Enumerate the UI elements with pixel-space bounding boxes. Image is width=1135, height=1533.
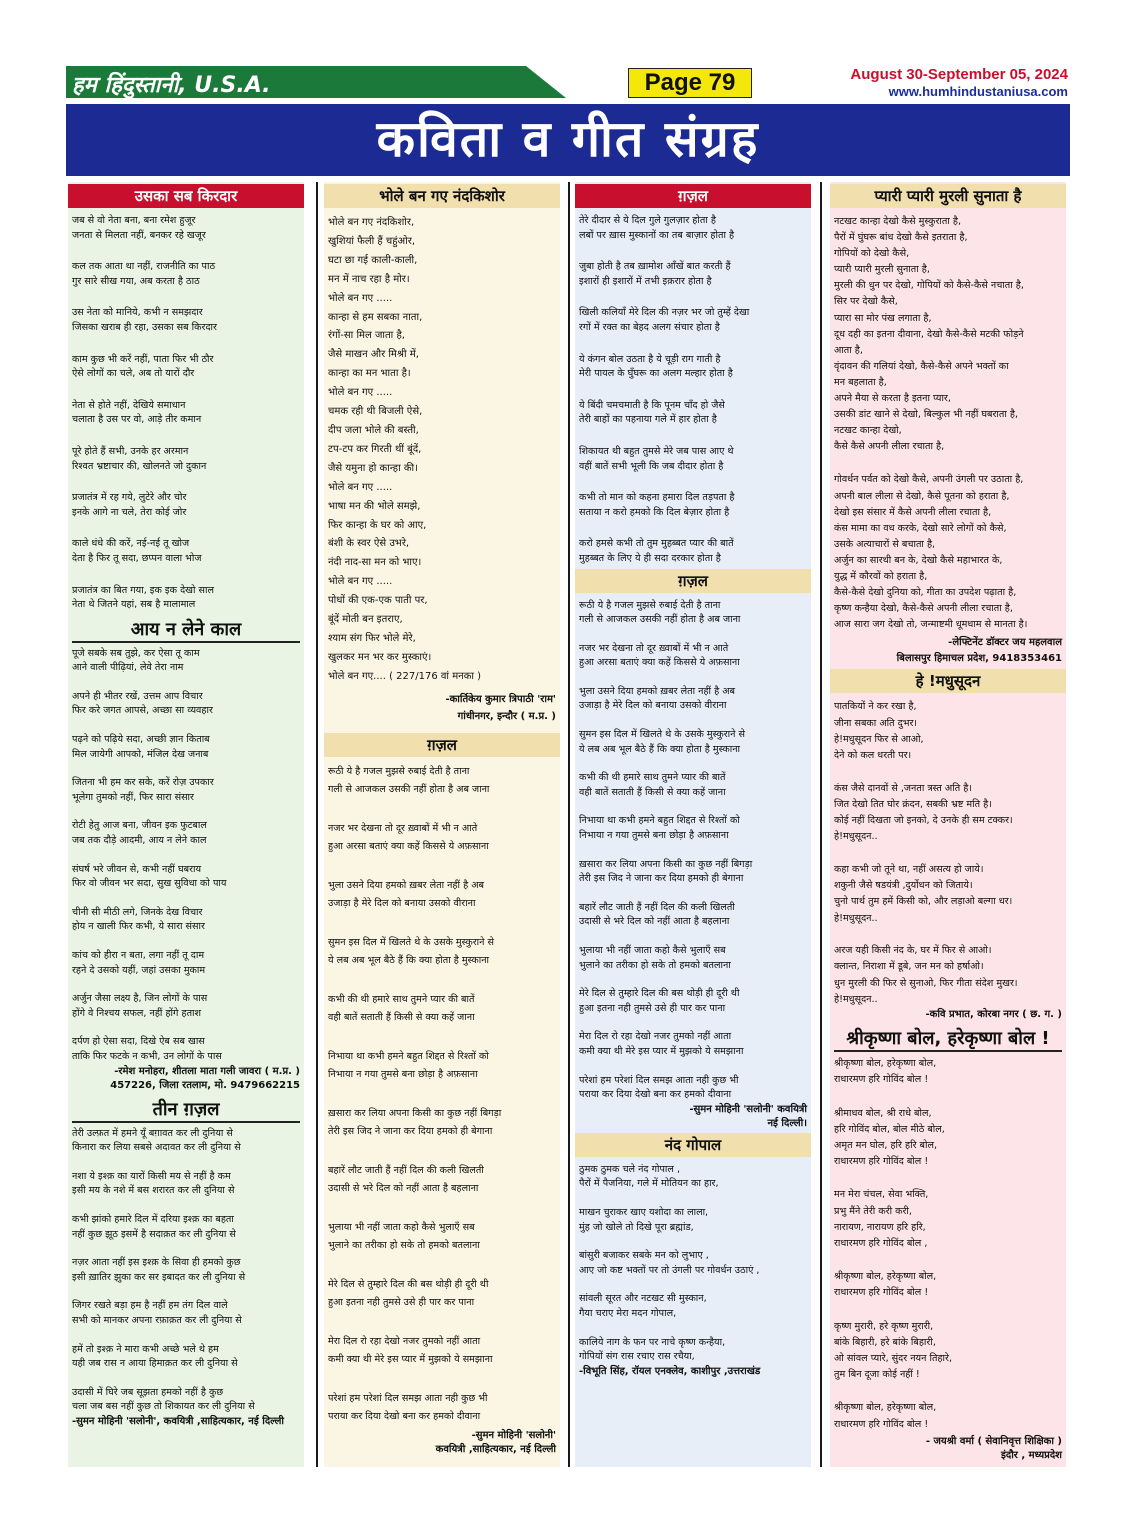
- stanza: निभाया था कभी हमने बहुत शिद्दत से रिश्तों को निभाया न गया तुमसे बना छोड़ा है अफ़साना: [579, 815, 740, 842]
- section-banner: कविता व गीत संग्रह: [66, 104, 1070, 176]
- poem-title: तीन ग़ज़ल: [72, 1097, 300, 1123]
- stanza: कभी की थी हमारे साथ तुमने प्यार की बातें वही बातें सताती हैं किसी से क्या कहें जाना: [328, 993, 475, 1024]
- author-credit: -कार्तिकेय कुमार त्रिपाठी 'राम' गांधीनगर, इन्दौर ( म.प्र. ): [445, 693, 556, 722]
- stanza: कालिये नाग के फन पर नाचे कृष्ण कन्हैया, गोपियों संग रास रचाए रास रचैया,: [579, 1336, 726, 1363]
- stanza: भुलाया भी नहीं जाता कहो कैसे भुलाएँ सब भुलाने का तरीका हो सके तो हमको बतलाना: [579, 945, 731, 971]
- poem-body: [72, 647, 300, 1065]
- author-credit: -रमेश मनोहरा, शीतला माता गली जावरा ( म.प्र. ) 457226, जिला रतलाम, मो. 9479662215: [110, 1065, 300, 1091]
- stanza: ठुमक ठुमक चले नंद गोपाल , पैरों में पैजनिया, गले में मोतियन का हार,: [579, 1163, 719, 1190]
- author-credit: -विभूति सिंह, रॉयल एनक्लेव, काशीपुर ,उत्तराखंड: [579, 1365, 761, 1377]
- poem-text: भोले बन गए नंदकिशोर, खुशियां फैली हैं चहुंओर, घटा छा गई काली-काली, मन में नाच रहा है मोर। भोले बन गए ..... कान्हा से हम सबका नाता, रंगों-सा मिल जाता है, जैसे माखन और मिश्री में, कान्हा का मन भाता है। भोले बन गए ..... चमक रही थी बिजली ऐसे, दीप जला भोले की बस्ती, टप-टप कर गिरती थीं बूंदें, जैसे यमुना हो कान्हा की। भोले बन गए ..... भाषा मन की भोले समझे, फिर कान्हा के घर को आए, बंशी के स्वर ऐसे उभरे, नंदी नाद-सा मन को भाए। भोले बन गए ..... पोधों की एक-एक पाती पर, बूंदें मोती बन इतराए, श्याम संग फिर भोले मेरे, खुलकर मन भर कर मुस्काएं। भोले बन गए.... ( 227/176 वां मनका ): [328, 217, 482, 682]
- poem-body: [328, 214, 556, 687]
- column-divider: [316, 182, 318, 1467]
- stanza: मेरे दिल से तुम्हारे दिल की बस थोड़ी ही दूरी थी हुआ इतना नही तुमसे उसे ही पार कर पाना: [579, 988, 740, 1014]
- stanza: कभी तो मान को कहना हमारा दिल तड़पता है सताया न करो हमको कि दिल बेज़ार होता है: [579, 492, 735, 518]
- stanza: मेरा दिल रो रहा देखो नजर तुमको नहीं आता कमी क्या थी मेरे इस प्यार में मुझको ये समझाना: [579, 1031, 744, 1057]
- author-credit: -लेफ्टिनेंट डॉक्टर जय महलवाल बिलासपुर हिमाचल प्रदेश, 9418353461: [896, 637, 1062, 665]
- poem-body: [579, 1163, 807, 1365]
- stanza: जितना भी हम कर सके, करें रोज़ उपकार भूलेगा तुमको नहीं, फिर सारा संसार: [72, 777, 214, 803]
- stanza: सुमन इस दिल में खिलते थे के उसके मुस्कुराने से ये लब अब भूल बैठे हैं कि क्या होता है मुस्काना: [579, 729, 745, 755]
- stanza: ये कंगन बोल उठता है ये चूड़ी राग गाती है मेरी पायल के घुँघरू का अलग मल्हार होता है: [579, 353, 733, 380]
- stanza: श्रीमाधव बोल, श्री राधे बोल, हरि गोविंद बोल, बोल मीठे बोल, अमृत मन घोल, हरि हरि बोल, राधारमण हरि गोविंद बोल !: [834, 1107, 945, 1168]
- column-divider: [820, 182, 822, 1467]
- stanza: अर्जुन जैसा लक्ष्य है, जिन लोगों के पास होंगे वे निश्चय सफल, नहीं होंगे हताश: [72, 993, 208, 1019]
- poem-title: ग़ज़ल: [575, 569, 811, 593]
- stanza: कभी झांको हमारे दिल में दरिया इश्क़ का बहता नहीं कुछ झूठ इसमें है सदाक़त कर ली दुनिया से: [72, 1213, 236, 1240]
- column-1: [68, 182, 304, 1467]
- poem-title: श्रीकृष्णा बोल, हरेकृष्णा बोल !: [834, 1026, 1062, 1052]
- column-3: [575, 182, 811, 1467]
- poem-title: प्यारी प्यारी मुरली सुनाता है: [830, 184, 1066, 208]
- stanza: श्रीकृष्णा बोल, हरेकृष्णा बोल, राधारमण हरि गोविंद बोल !: [834, 1058, 937, 1086]
- stanza: निभाया था कभी हमने बहुत शिद्दत से रिश्तों को निभाया न गया तुमसे बना छोड़ा है अफ़साना: [328, 1050, 489, 1081]
- stanza: मेरा दिल रो रहा देखो नजर तुमको नहीं आता कमी क्या थी मेरे इस प्यार में मुझको ये समझाना: [328, 1335, 493, 1366]
- stanza: पूजे सबके सब तुझे, कर ऐसा तू काम आने वाली पीढ़ियां, लेवे तेरा नाम: [72, 647, 200, 674]
- author-credit: -सुमन मोहिनी 'सलोनी' कवयित्री ,साहित्यकार, नई दिल्ली: [435, 1429, 556, 1455]
- stanza: तेरी उल्फ़त में हमने यूँ बग़ावत कर ली दुनिया से किनारा कर लिया सबसे अदावत कर ली दुनिया से: [72, 1127, 241, 1154]
- stanza: सांवली सूरत और नटखट सी मुस्कान, गैया चराए मेरा मदन गोपाल,: [579, 1293, 707, 1319]
- stanza: ख़सारा कर लिया अपना किसी का कुछ नहीं बिगड़ा तेरी इस जिद ने जाना कर दिया हमको ही बेगाना: [579, 858, 753, 885]
- stanza: नजर भर देखना तो दूर ख़्वाबों में भी न आते हुआ अरसा बताएं क्या कहें किससे ये अफ़साना: [328, 822, 489, 853]
- stanza: नजर भर देखना तो दूर ख़्वाबों में भी न आते हुआ अरसा बताएं क्या कहें किससे ये अफ़साना: [579, 642, 740, 669]
- stanza: काम कुछ भी करें नहीं, पाता फिर भी ठौर ऐसे लोगों का चले, अब तो यारों दौर: [72, 353, 214, 380]
- author-credit: -सुमन मोहिनी 'सलोनी', कवयित्री ,साहित्यकार, नई दिल्ली: [72, 1415, 285, 1427]
- stanza: गोवर्धन पर्वत को देखो कैसे, अपनी उंगली पर उठाता है, अपनी बाल लीला से देखो, कैसे पूतना को हराता है, देखो इस संसार में कैसे अपनी लीला रचाता है, कंस मामा का वध करके, देखो सारे लोगों को कैसे, उसके अत्याचारों से बचाता है, अर्जुन का सारथी बन के, देखो कैसे महाभारत के, युद्ध में कौरवों को हराता है, कैसे-कैसे देखो दुनिया को, गीता का उपदेश पढ़ाता है, कृष्ण कन्हैया देखो, कैसे-कैसे अपनी लीला रचाता है, आज सारा जग देखो तो, जन्माष्टमी धूमधाम से मानता है।: [834, 474, 1028, 631]
- poem-title: नंद गोपाल: [575, 1133, 811, 1157]
- stanza: खिली कलियाँ मेरे दिल की नज़र भर जो तुम्हें देखा रगों में रक्त का बेहद अलग संचार होता है: [579, 307, 750, 333]
- stanza: नटखट कान्हा देखो कैसे मुस्कुराता है, पैरों में घुंघरू बांध देखो कैसे इतराता है, गोपियों को देखो कैसे, प्यारी प्यारी मुरली सुनाता है, मुरली की धुन पर देखो, गोपियों को कैसे-कैसे नचाता है, सिर पर देखो कैसे, प्यारा सा मोर पंख लगाता है, दूध दही का इतना दीवाना, देखो कैसे-कैसे मटकी फोड़ने आता है, वृंदावन की गलियां देखो, कैसे-कैसे अपने भक्तों का मन बहलाता है, अपने मैया से करता है इतना प्यार, उसकी डांट खाने से देखो, बिल्कुल भी नहीं घबराता है, नटखट कान्हा देखो, कैसे कैसे अपनी लीला रचाता है,: [834, 216, 1024, 453]
- stanza: उस नेता को मानिये, कभी न समझदार जिसका खराब ही रहा, उसका सब किरदार: [72, 307, 217, 333]
- stanza: श्रीकृष्णा बोल, हरेकृष्णा बोल, राधारमण हरि गोविंद बोल !: [834, 1271, 937, 1299]
- stanza: पूरे होते हैं सभी, उनके हर अरमान रिश्वत भ्रष्टाचार की, खोलनते जो दुकान: [72, 445, 207, 472]
- author-credit: - जयश्री वर्मा ( सेवानिवृत्त शिक्षिका ) इंदौर , मध्यप्रदेश: [925, 1435, 1062, 1461]
- stanza: उदासी में घिरे जब सूझता हमको नहीं है कुछ चला जब बस नहीं कुछ तो शिकायत कर ली दुनिया से: [72, 1386, 255, 1413]
- stanza: भुला उसने दिया हमको ख़बर लेता नहीं है अब उजाड़ा है मेरे दिल को बनाया उसको वीराना: [328, 879, 485, 910]
- stanza: बहारें लौट जाती हैं नहीं दिल की कली खिलती उदासी से भरे दिल को नहीं आता है बहलाना: [328, 1164, 484, 1195]
- stanza: अरज यही किसी नंद के, घर में फिर से आओ। क्लान्त, निराशा में डूबे, जन मन को हर्षाओ। धुन मुरली की फिर से सुनाओ, फिर गीता संदेश मुखर। हे!मधुसूदन..: [834, 944, 1018, 1005]
- stanza: अपने ही भीतर रखें, उत्तम आप विचार फिर करे जगत आपसे, अच्छा सा व्यवहार: [72, 690, 213, 717]
- stanza: शिकायत थी बहुत तुमसे मेरे जब पास आए थे वहीं बातें सभी भूली कि जब दीदार होता है: [579, 445, 734, 472]
- website-link[interactable]: www.humhindustaniusa.com: [888, 84, 1068, 99]
- stanza: जुबा होती है तब ख़ामोश आँखें बात करती हैं इशारों ही इशारों में तभी इक़रार होता है: [579, 261, 731, 287]
- stanza: दर्पण हो ऐसा सदा, दिखे ऐब सब खास ताकि फिर फटके न कभी, उन लोगों के पास: [72, 1036, 222, 1062]
- poem-body: [834, 1056, 1062, 1433]
- stanza: रूठी ये है गजल मुझसे रुबाई देती है ताना गली से आजकल उसकी नहीं होता है अब जाना: [579, 599, 741, 626]
- poem-title: ग़ज़ल: [324, 733, 560, 757]
- stanza: प्रजातंत्र में रह गये, लुटेरे और चोर इनके आगे ना चले, तेरा कोई जोर: [72, 492, 187, 518]
- stanza: मेरे दिल से तुम्हारे दिल की बस थोड़ी ही दूरी थी हुआ इतना नही तुमसे उसे ही पार कर पाना: [328, 1278, 489, 1309]
- stanza: पातकियों ने कर रखा है, जीना सबका अति दुभर। हे!मधुसूदन फिर से आओ, देने को कल धरती पर।: [834, 701, 924, 762]
- poem-title: उसका सब किरदार: [68, 184, 304, 208]
- stanza: कहा कभी जो तूने था, नहीं असत्य हो जाये। शकुनी जैसे षडयंत्री ,दुर्योधन को जिताये। चुनो पार्थ तुम हमें किसी को, और लड़ाओ बल्गा धर। हे!मधुसूदन..: [834, 863, 1013, 924]
- poem-body: [834, 699, 1062, 1008]
- column-4: [830, 182, 1066, 1467]
- poem-title: आय न लेने काल: [72, 617, 300, 643]
- poem-body: [328, 763, 556, 1427]
- stanza: संघर्ष भरे जीवन से, कभी नहीं घबराय फिर वो जीवन भर सदा, सुख सुविधा को पाय: [72, 863, 227, 890]
- stanza: जब से वो नेता बना, बना रमेश हुजूर जनता से मिलता नहीं, बनकर रहे खजूर: [72, 215, 206, 241]
- author-credit: -सुमन मोहिनी 'सलोनी' कवयित्री नई दिल्ली।: [689, 1103, 807, 1129]
- newspaper-logo: हम हिंदुस्तानी, U.S.A.: [72, 73, 271, 98]
- stanza: नशा ये इश्क़ का यारों किसी मय से नहीं है कम इसी मय के नशे में बस शरारत कर ली दुनिया से: [72, 1170, 235, 1197]
- poem-body: [72, 214, 300, 613]
- stanza: सुमन इस दिल में खिलते थे के उसके मुस्कुराने से ये लब अब भूल बैठे हैं कि क्या होता है मुस्काना: [328, 936, 494, 967]
- stanza: ये बिंदी चमचमाती है कि पूनम चाँद हो जैसे तेरी बाहों का पहनाया गले में हार होता है: [579, 399, 725, 426]
- stanza: प्रजातंत्र का बित गया, इक इक देखो साल नेता थे जितने यहां, सब है मालामाल: [72, 584, 215, 611]
- poem-body: [834, 214, 1062, 633]
- poem-body: [579, 599, 807, 1103]
- author-credit: -कवि प्रभात, कोरबा नगर ( छ. ग. ): [925, 1009, 1062, 1021]
- poem-body: [579, 214, 807, 567]
- stanza: मन मेरा चंचल, सेवा भक्ति, प्रभु मैंने तेरी करी करी, नारायण, नारायण हरि हरि, राधारमण हरि गोविंद बोल ,: [834, 1189, 929, 1249]
- stanza: परेशां हम परेशां दिल समझ आता नही कुछ भी पराया कर दिया देखो बना कर हमको दीवाना: [328, 1392, 488, 1423]
- stanza: पढ़ने को पढ़िये सदा, अच्छी ज्ञान किताब मिल जायेगी आपको, मंजिल देख जनाब: [72, 734, 210, 760]
- stanza: जिगर रखते बड़ा हम है नहीं हम तंग दिल वाले सभी को मानकर अपना रफ़ाक़त कर ली दुनिया से: [72, 1300, 242, 1326]
- stanza: कांच को हीरा न बता, लगा नहीं तू दाम रहने दे उसको यहीं, जहां उसका मुकाम: [72, 950, 206, 976]
- poem-title: भोले बन गए नंदकिशोर: [324, 184, 560, 208]
- stanza: करो हमसे कभी तो तुम मुहब्बत प्यार की बातें मुहब्बत के लिए ये ही सदा दरकार होता है: [579, 538, 734, 564]
- stanza: भुलाया भी नहीं जाता कहो कैसे भुलाएँ सब भुलाने का तरीका हो सके तो हमको बतलाना: [328, 1221, 480, 1252]
- column-divider: [568, 182, 570, 1467]
- stanza: ख़सारा कर लिया अपना किसी का कुछ नहीं बिगड़ा तेरी इस जिद ने जाना कर दिया हमको ही बेगाना: [328, 1107, 502, 1138]
- poem-body: [72, 1127, 300, 1415]
- issue-date: August 30-September 05, 2024: [850, 66, 1068, 83]
- page-number: Page 79: [628, 68, 752, 98]
- stanza: माखन चुराकर खाए यशोदा का लाला, मुंह जो खोले तो दिखे पूरा ब्रह्मांड,: [579, 1206, 709, 1233]
- poem-title: ग़ज़ल: [575, 184, 811, 208]
- stanza: चीनी सी मीठी लगे, जिनके देख विचार होय न खाली फिर कभी, ये सारा संसार: [72, 906, 205, 933]
- stanza: नज़र आता नहीं इस इश्क़ के सिवा ही हमको कुछ इसी ख़ातिर झुका कर सर इबादत कर ली दुनिया से: [72, 1257, 246, 1283]
- stanza: रोटी हेतु आज बना, जीवन इक फुटबाल जब तक दौड़े आदमी, आय न लेने काल: [72, 820, 207, 847]
- stanza: कृष्ण मुरारी, हरे कृष्ण मुरारी, बांके बिहारी, हरे बांके बिहारी, ओ सांवल प्यारे, सुंदर नयन तिहारे, तुम बिन दूजा कोई नहीं !: [834, 1320, 953, 1381]
- stanza: श्रीकृष्णा बोल, हरेकृष्णा बोल, राधारमण हरि गोविंद बोल !: [834, 1402, 937, 1430]
- stanza: हमें तो इश्क़ ने मारा कभी अच्छे भले थे हम यही जब रास न आया हिमाक़त कर ली दुनिया से: [72, 1343, 238, 1370]
- stanza: परेशां हम परेशां दिल समझ आता नही कुछ भी पराया कर दिया देखो बना कर हमको दीवाना: [579, 1074, 739, 1101]
- stanza: बहारें लौट जाती हैं नहीं दिल की कली खिलती उदासी से भरे दिल को नहीं आता है बहलाना: [579, 901, 735, 928]
- stanza: तेरे दीदार से ये दिल गुले गुलज़ार होता है लबों पर ख़ास मुस्कानों का तब बाज़ार होता है: [579, 215, 735, 241]
- stanza: कल तक आता था नहीं, राजनीति का पाठ गुर सारे सीख गया, अब करता है ठाठ: [72, 261, 216, 287]
- stanza: रूठी ये है गजल मुझसे रुबाई देती है ताना गली से आजकल उसकी नहीं होता है अब जाना: [328, 765, 490, 796]
- poem-title: हे !मधुसूदन: [830, 669, 1066, 693]
- column-2: [324, 182, 560, 1467]
- stanza: नेता से होते नहीं, देखिये समाधान चलाता है उस पर वो, आड़े तीर कमान: [72, 399, 202, 426]
- stanza: भुला उसने दिया हमको ख़बर लेता नहीं है अब उजाड़ा है मेरे दिल को बनाया उसको वीराना: [579, 685, 736, 712]
- stanza: काले धंधे की करें, नई-नई तू खोज देता है फिर तू सदा, छप्पन वाला भोज: [72, 538, 202, 564]
- masthead: [66, 66, 1070, 102]
- stanza: कंस जैसे दानवों से ,जनता त्रस्त अति है। जित देखो तित घोर क्रंदन, सबकी भ्रष्ट मति है। कोई नहीं दिखता जो इनको, दे उनके ही सम टक्कर। हे!मधुसूदन..: [834, 782, 1013, 843]
- stanza: कभी की थी हमारे साथ तुमने प्यार की बातें वही बातें सताती हैं किसी से क्या कहें जाना: [579, 772, 726, 798]
- stanza: बांसुरी बजाकर सबके मन को लुभाए , आए जो कष्ट भक्तों पर तो उंगली पर गोवर्धन उठाएं ,: [579, 1250, 760, 1276]
